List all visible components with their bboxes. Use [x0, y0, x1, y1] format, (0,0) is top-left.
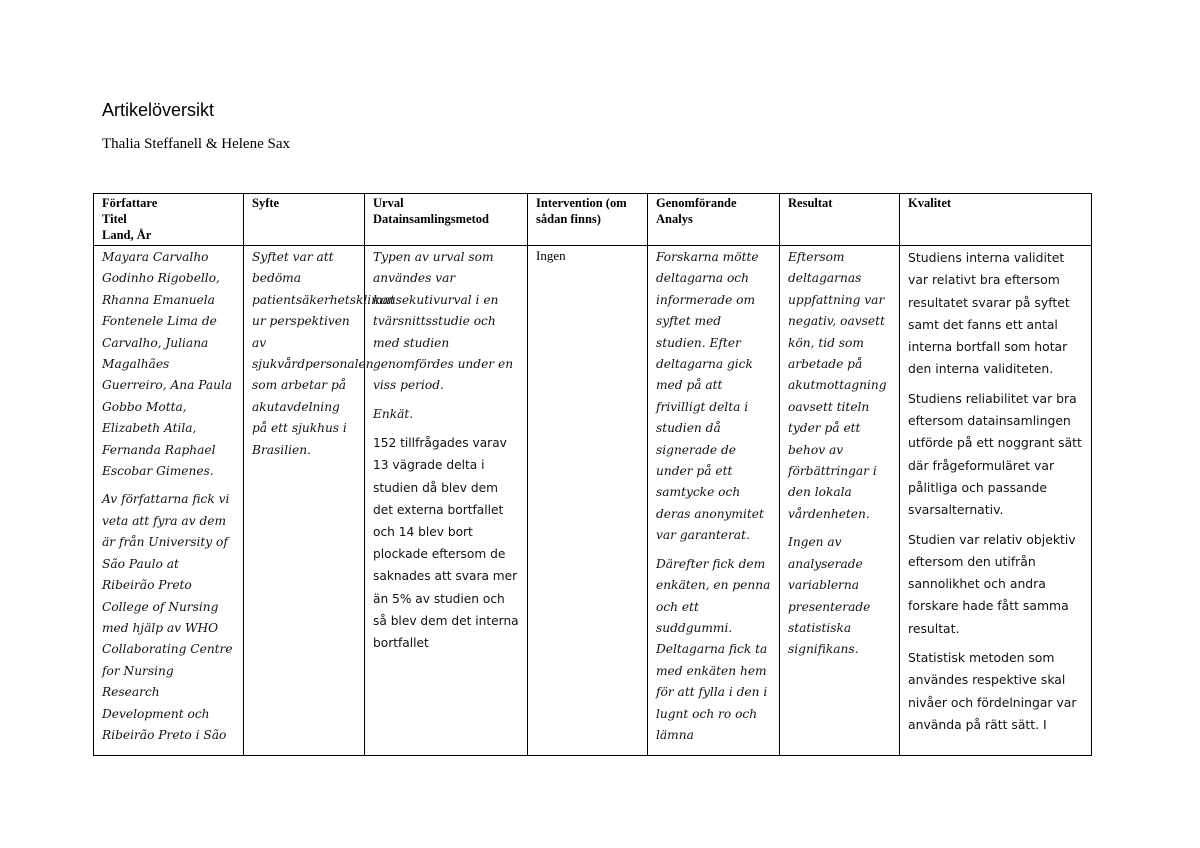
table-header-row [94, 194, 1092, 246]
authors-paragraph: Mayara Carvalho Godinho Rigobello, Rhanna Emanuela Fontenele Lima de Carvalho, Juliana Magalhães Guerreiro, Ana Paula Gobbo Motta, Elizabeth Atila, Fernanda Raphael Escobar Gimenes. [102, 250, 233, 479]
header-procedure-analysis [648, 194, 780, 246]
article-overview-table [93, 193, 1092, 756]
sample-paragraph: Typen av urval som användes var konsekutivurval i en tvärsnittsstudie och med studien genomfördes under en viss period. [373, 250, 514, 393]
header-intervention [528, 194, 648, 246]
procedure-paragraph: Forskarna mötte deltagarna och informerade om syftet med studien. Efter deltagarna gick med på att frivilligt delta i studien då signerade de under på ett samtycke och deras anonymitet var garanterat. [656, 250, 764, 543]
cell-results [780, 246, 900, 756]
author-names: Thalia Steffanell & Helene Sax [102, 136, 290, 152]
header-aim [244, 194, 365, 246]
header-authors-title-country-year [94, 194, 244, 246]
header-line: Syfte [252, 196, 280, 210]
header-line: Analys [656, 212, 693, 226]
header-quality [900, 194, 1092, 246]
header-line: Urval [373, 196, 404, 210]
quality-paragraph: Studiens reliabilitet var bra eftersom datainsamlingen utförde på ett noggrant sätt där frågeformuläret var pålitliga och passande svarsalternativ. [908, 390, 1082, 518]
header-line: Titel [102, 212, 127, 226]
header-line: Författare [102, 196, 158, 210]
header-line: Genomförande [656, 196, 737, 210]
affiliation-paragraph: Av författarna fick vi veta att fyra av dem är från University of São Paulo at Ribeirão Preto College of Nursing med hjälp av WHO Collaborating Centre for Nursing Research Development och Ribeirão Preto i São [102, 492, 233, 742]
procedure-paragraph: Därefter fick dem enkäten, en penna och ett suddgummi. Deltagarna fick ta med enkäten hem för att fylla i den i lugnt och ro och lämna [656, 556, 771, 742]
header-results [780, 194, 900, 246]
header-line: Land, År [102, 228, 152, 242]
sample-loss-paragraph: 152 tillfrågades varav 13 vägrade delta i studien då blev dem det externa bortfallet och 14 blev bort plockade eftersom de saknades att svara mer än 5% av studien och så blev dem det interna bortfallet [373, 436, 519, 651]
header-sample-data-collection [365, 194, 528, 246]
quality-paragraph: Studiens interna validitet var relativt bra eftersom resultatet svarar på syftet samt det fanns ett antal interna bortfall som hotar den interna validiteten. [908, 250, 1070, 377]
results-paragraph: Ingen av analyserade variablerna presenterade statistiska signifikans. [788, 535, 871, 657]
cell-sample [365, 246, 528, 756]
quality-paragraph: Statistisk metoden som användes respektive skal nivåer och fördelningar var använda på rätt sätt. I [908, 650, 1077, 732]
page-title: Artikelöversikt [102, 100, 215, 120]
header-line: Intervention (om [536, 196, 627, 210]
cell-authors [94, 246, 244, 756]
header-line: Datainsamlingsmetod [373, 212, 489, 226]
table-row [94, 246, 1092, 756]
results-paragraph: Eftersom deltagarnas uppfattning var negativ, oavsett kön, tid som arbetade på akutmottagning oavsett titeln tyder på ett behov av förbättringar i den lokala vårdenheten. [788, 250, 887, 521]
header-line: sådan finns) [536, 212, 601, 226]
aim-paragraph: Syftet var att bedöma patientsäkerhetsklimat ur perspektiven av sjukvårdpersonalen som arbetar på akutavdelning på ett sjukhus i Brasilien. [252, 250, 395, 457]
method-paragraph: Enkät. [373, 406, 414, 421]
intervention-text: Ingen [536, 248, 566, 263]
cell-intervention [528, 246, 648, 756]
cell-quality [900, 246, 1092, 756]
header-line: Resultat [788, 196, 833, 210]
cell-procedure [648, 246, 780, 756]
quality-paragraph: Studien var relativ objektiv eftersom den utifrån sannolikhet och andra forskare hade fått samma resultat. [908, 531, 1076, 636]
header-line: Kvalitet [908, 196, 952, 210]
